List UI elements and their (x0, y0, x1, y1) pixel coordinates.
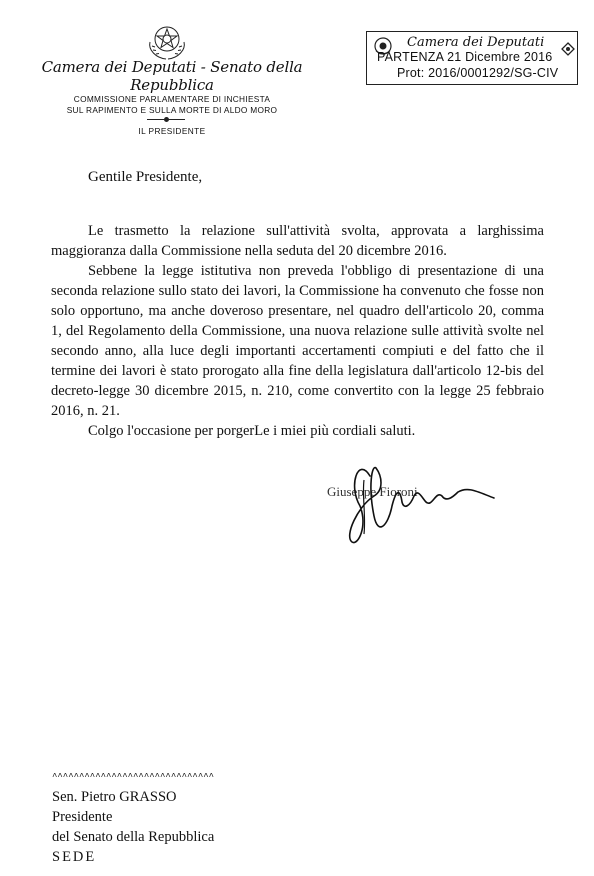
recipient-name: Sen. Pietro GRASSO (52, 789, 177, 805)
paragraph-3: Colgo l'occasione per porgerLe i miei più cordiali saluti. (88, 423, 416, 439)
stamp-departure-date: PARTENZA 21 Dicembre 2016 (377, 50, 553, 64)
paragraph-1: Le trasmetto la relazione sull'attività svolta, approvata a larghissima maggioranza dalla Commissione nella seduta del 20 dicembre 2016. (51, 223, 544, 259)
recipient-block (52, 787, 214, 867)
commission-line-1: COMMISSIONE PARLAMENTARE DI INCHIESTA (73, 94, 271, 104)
handwritten-signature (318, 446, 508, 556)
stamp-protocol-number: Prot: 2016/0001292/SG-CIV (397, 66, 559, 80)
president-label: IL PRESIDENTE (138, 126, 206, 136)
letterhead-divider-dot (164, 117, 169, 122)
recipient-institution: del Senato della Repubblica (52, 829, 215, 845)
recipient-role: Presidente (52, 809, 113, 825)
stamp-mark-icon (561, 42, 575, 56)
house-title: Camera dei Deputati - Senato della Repubblica (41, 58, 303, 94)
signer-name: Giuseppe Fioroni (327, 484, 418, 499)
separator-line: ^^^^^^^^^^^^^^^^^^^^^^^^^^^^^^ (52, 772, 215, 782)
stamp-house: Camera dei Deputati (407, 35, 545, 50)
recipient-city: SEDE (52, 849, 97, 865)
letter-body (51, 221, 544, 441)
commission-line-2: SUL RAPIMENTO E SULLA MORTE DI ALDO MORO (66, 105, 278, 115)
protocol-stamp (366, 31, 578, 85)
paragraph-2: Sebbene la legge istitutiva non preveda l'obbligo di presentazione di una seconda relazione sullo stato dei lavori, la Commissione ha convenuto che fosse non solo opportuno, ma anche doveroso presentare, nel quadro dell'articolo 20, comma 1, del Regolamento della Commissione, una nuova relazione sulle attività svolte nel secondo anno, alla luce degli importanti accertamenti compiuti e del fatto che il termine dei lavori è stato prorogato alla fine della legislatura dall'articolo 12-bis del decreto-legge 30 dicembre 2015, n. 210, come convertito con la legge 25 febbraio 2016, n. 21. (51, 263, 544, 419)
commission-name (22, 94, 322, 116)
italian-republic-emblem-icon (142, 20, 192, 62)
salutation: Gentile Presidente, (88, 169, 203, 185)
